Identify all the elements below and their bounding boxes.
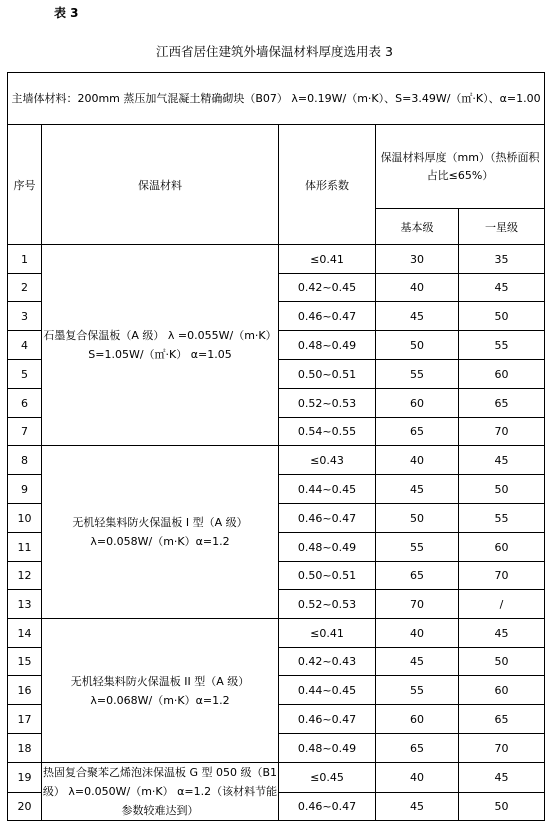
header-no: 序号 (8, 125, 42, 245)
row-number: 15 (8, 648, 42, 676)
row-number: 19 (8, 763, 42, 793)
row-number: 6 (8, 389, 42, 418)
shape-coefficient: 0.50~0.51 (279, 562, 376, 590)
basic-level-thickness: 45 (376, 475, 459, 504)
one-star-thickness: 45 (459, 619, 545, 648)
basic-level-thickness: 55 (376, 533, 459, 562)
row-number: 2 (8, 274, 42, 302)
table-number-label: 表 3 (54, 6, 79, 20)
shape-coefficient: ≤0.43 (279, 446, 376, 475)
row-number: 10 (8, 504, 42, 533)
shape-coefficient: 0.52~0.53 (279, 590, 376, 619)
row-number: 12 (8, 562, 42, 590)
one-star-thickness: 50 (459, 792, 545, 821)
shape-coefficient: 0.42~0.45 (279, 274, 376, 302)
insulation-material: 无机轻集料防火保温板 II 型（A 级） λ=0.068W/（m·K）α=1.2 (42, 619, 279, 763)
basic-level-thickness: 55 (376, 676, 459, 705)
basic-level-thickness: 30 (376, 245, 459, 274)
row-number: 8 (8, 446, 42, 475)
shape-coefficient: 0.46~0.47 (279, 705, 376, 734)
shape-coefficient: 0.44~0.45 (279, 475, 376, 504)
basic-level-thickness: 65 (376, 418, 459, 446)
table-row (8, 245, 545, 274)
basic-level-thickness: 50 (376, 504, 459, 533)
shape-coefficient: 0.46~0.47 (279, 302, 376, 331)
basic-level-thickness: 65 (376, 734, 459, 763)
main-wall-material: 主墙体材料：200mm 蒸压加气混凝土精确砌块（B07） λ=0.19W/（m·K）、S=3.49W/（㎡·K）、α=1.00 (8, 73, 545, 125)
basic-level-thickness: 40 (376, 274, 459, 302)
basic-level-thickness: 60 (376, 389, 459, 418)
shape-coefficient: 0.46~0.47 (279, 504, 376, 533)
one-star-thickness: 35 (459, 245, 545, 274)
insulation-material: 石墨复合保温板（A 级） λ =0.055W/（m·K）S=1.05W/（㎡·K） α=1.05 (42, 245, 279, 446)
shape-coefficient: 0.42~0.43 (279, 648, 376, 676)
one-star-thickness: / (459, 590, 545, 619)
basic-level-thickness: 65 (376, 562, 459, 590)
one-star-thickness: 45 (459, 274, 545, 302)
shape-coefficient: 0.46~0.47 (279, 792, 376, 821)
one-star-thickness: 70 (459, 418, 545, 446)
shape-coefficient: 0.44~0.45 (279, 676, 376, 705)
shape-coefficient: 0.48~0.49 (279, 331, 376, 360)
row-number: 11 (8, 533, 42, 562)
basic-level-thickness: 40 (376, 763, 459, 793)
header-one-star-level: 一星级 (459, 209, 545, 245)
one-star-thickness: 50 (459, 648, 545, 676)
one-star-thickness: 55 (459, 331, 545, 360)
basic-level-thickness: 70 (376, 590, 459, 619)
row-number: 16 (8, 676, 42, 705)
basic-level-thickness: 50 (376, 331, 459, 360)
one-star-thickness: 60 (459, 676, 545, 705)
table-row (8, 763, 545, 793)
insulation-material: 热固复合聚苯乙烯泡沫保温板 G 型 050 级（B1 级） λ=0.050W/（m·K） α=1.2（该材料节能参数较难达到） (42, 763, 279, 821)
one-star-thickness: 45 (459, 763, 545, 793)
row-number: 5 (8, 360, 42, 389)
shape-coefficient: 0.48~0.49 (279, 533, 376, 562)
insulation-material: 无机轻集料防火保温板 I 型（A 级） λ=0.058W/（m·K）α=1.2 (42, 446, 279, 619)
table-title: 江西省居住建筑外墙保温材料厚度选用表 3 (156, 44, 393, 59)
basic-level-thickness: 45 (376, 302, 459, 331)
basic-level-thickness: 40 (376, 446, 459, 475)
basic-level-thickness: 55 (376, 360, 459, 389)
one-star-thickness: 50 (459, 302, 545, 331)
one-star-thickness: 70 (459, 562, 545, 590)
header-basic-level: 基本级 (376, 209, 459, 245)
table-row (8, 619, 545, 648)
row-number: 18 (8, 734, 42, 763)
basic-level-thickness: 60 (376, 705, 459, 734)
row-number: 20 (8, 792, 42, 821)
row-number: 4 (8, 331, 42, 360)
shape-coefficient: 0.54~0.55 (279, 418, 376, 446)
shape-coefficient: ≤0.41 (279, 619, 376, 648)
row-number: 9 (8, 475, 42, 504)
basic-level-thickness: 40 (376, 619, 459, 648)
header-material: 保温材料 (42, 125, 279, 245)
shape-coefficient: ≤0.45 (279, 763, 376, 793)
one-star-thickness: 55 (459, 504, 545, 533)
row-number: 14 (8, 619, 42, 648)
shape-coefficient: 0.48~0.49 (279, 734, 376, 763)
table-row (8, 446, 545, 475)
header-shape-coefficient: 体形系数 (279, 125, 376, 245)
thickness-selection-table (7, 72, 545, 821)
row-number: 3 (8, 302, 42, 331)
header-thickness: 保温材料厚度（mm）（热桥面积占比≤65%） (376, 125, 545, 209)
one-star-thickness: 65 (459, 705, 545, 734)
row-number: 17 (8, 705, 42, 734)
one-star-thickness: 45 (459, 446, 545, 475)
row-number: 13 (8, 590, 42, 619)
shape-coefficient: 0.52~0.53 (279, 389, 376, 418)
shape-coefficient: 0.50~0.51 (279, 360, 376, 389)
one-star-thickness: 70 (459, 734, 545, 763)
one-star-thickness: 60 (459, 360, 545, 389)
basic-level-thickness: 45 (376, 792, 459, 821)
row-number: 1 (8, 245, 42, 274)
one-star-thickness: 50 (459, 475, 545, 504)
one-star-thickness: 60 (459, 533, 545, 562)
row-number: 7 (8, 418, 42, 446)
basic-level-thickness: 45 (376, 648, 459, 676)
one-star-thickness: 65 (459, 389, 545, 418)
shape-coefficient: ≤0.41 (279, 245, 376, 274)
